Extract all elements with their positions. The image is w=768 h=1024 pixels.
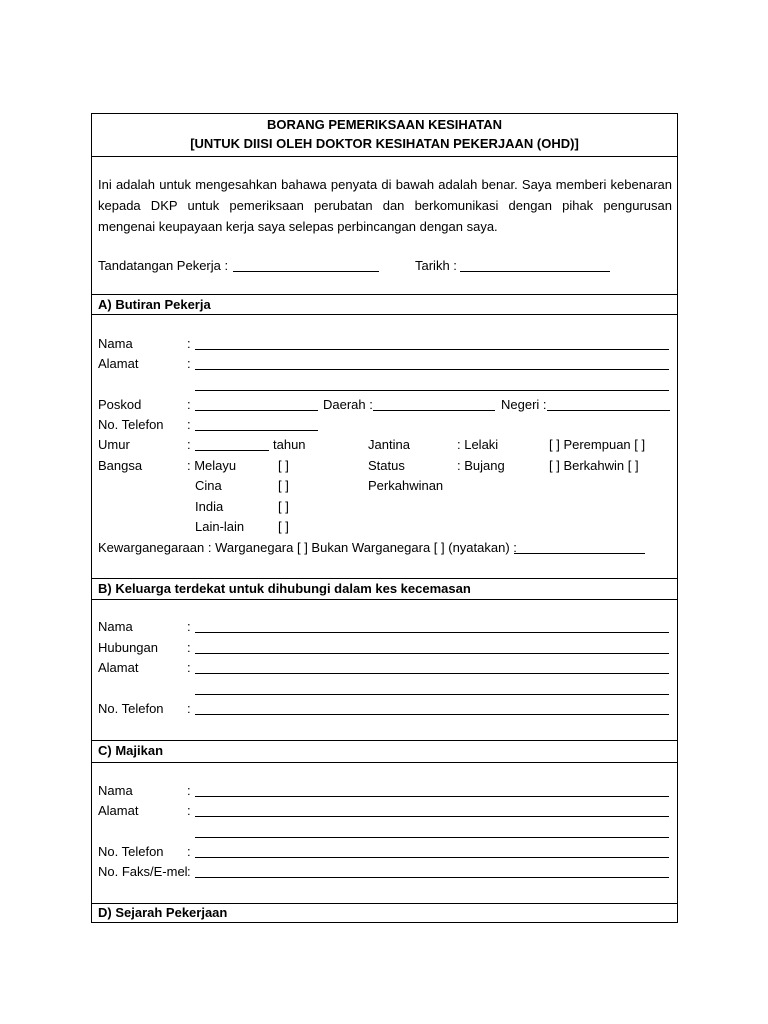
label-alamat: Alamat <box>98 660 139 675</box>
label-telefon: No. Telefon <box>98 417 164 432</box>
label-nama: Nama <box>98 336 133 351</box>
label-kewarganegaraan: Kewarganegaraan : Warganegara [ ] Bukan Warganegara [ ] (nyatakan) : <box>98 540 517 555</box>
kin-alamat-field[interactable] <box>195 673 669 674</box>
divider <box>92 599 677 600</box>
kin-nama-field[interactable] <box>195 632 669 633</box>
date-field[interactable] <box>460 271 610 272</box>
kin-alamat-field-2[interactable] <box>195 694 669 695</box>
nama-field[interactable] <box>195 349 669 350</box>
alamat-field-2[interactable] <box>195 390 669 391</box>
checkbox-lain-lain[interactable]: [ ] <box>278 519 289 534</box>
form-subtitle: [UNTUK DIISI OLEH DOKTOR KESIHATAN PEKERJAAN (OHD)] <box>190 136 579 151</box>
colon: : <box>187 397 191 412</box>
option-lain-lain: Lain-lain <box>195 519 245 534</box>
signature-label: Tandatangan Pekerja : <box>98 258 229 273</box>
colon: : <box>187 437 191 452</box>
colon: : <box>187 803 191 818</box>
section-a-heading: A) Butiran Pekerja <box>98 297 211 312</box>
checkbox-india[interactable]: [ ] <box>278 499 289 514</box>
colon: : <box>187 701 191 716</box>
date-label: Tarikh : <box>415 258 457 273</box>
divider <box>92 314 677 315</box>
colon: : <box>187 844 191 859</box>
label-nama: Nama <box>98 619 133 634</box>
option-melayu: : Melayu <box>187 458 237 473</box>
divider <box>92 740 677 741</box>
checkbox-cina[interactable]: [ ] <box>278 478 289 493</box>
checkbox-melayu[interactable]: [ ] <box>278 458 289 473</box>
label-hubungan: Hubungan <box>98 640 158 655</box>
label-umur: Umur <box>98 437 130 452</box>
negeri-field[interactable] <box>547 410 670 411</box>
option-bujang: : Bujang <box>457 458 505 473</box>
option-lelaki: : Lelaki <box>457 437 499 452</box>
colon: : <box>187 640 191 655</box>
label-nama: Nama <box>98 783 133 798</box>
colon: : <box>187 783 191 798</box>
consent-text: Ini adalah untuk mengesahkan bahawa penyata di bawah adalah benar. Saya memberi kebenaran kepada DKP untuk pemeriksaan perubatan dan berkomunikasi dengan pihak pengurusan mengenai keupayaan kerja saya selepas perbincangan dengan saya. <box>98 177 672 234</box>
label-daerah: Daerah : <box>323 397 373 412</box>
majikan-faks-field[interactable] <box>195 877 669 878</box>
signature-field[interactable] <box>233 271 379 272</box>
label-negeri: Negeri : <box>501 397 547 412</box>
divider <box>92 762 677 763</box>
majikan-alamat-field[interactable] <box>195 816 669 817</box>
section-b-heading: B) Keluarga terdekat untuk dihubungi dalam kes kecemasan <box>98 581 471 596</box>
label-status: Status <box>368 458 405 473</box>
poskod-field[interactable] <box>195 410 318 411</box>
section-c-heading: C) Majikan <box>98 743 164 758</box>
alamat-field[interactable] <box>195 369 669 370</box>
umur-field[interactable] <box>195 450 269 451</box>
kin-telefon-field[interactable] <box>195 714 669 715</box>
checkbox-bujang-berkahwin[interactable]: [ ] Berkahwin [ ] <box>549 458 639 473</box>
kin-hubungan-field[interactable] <box>195 653 669 654</box>
option-india: India <box>195 499 224 514</box>
majikan-alamat-field-2[interactable] <box>195 837 669 838</box>
divider <box>92 156 677 157</box>
colon: : <box>187 356 191 371</box>
checkbox-lelaki-perempuan[interactable]: [ ] Perempuan [ ] <box>549 437 646 452</box>
label-telefon: No. Telefon <box>98 844 164 859</box>
colon: : <box>187 619 191 634</box>
label-jantina: Jantina <box>368 437 410 452</box>
kewarganegaraan-field[interactable] <box>514 553 645 554</box>
form-frame <box>91 113 678 923</box>
option-cina: Cina <box>195 478 222 493</box>
colon: : <box>187 336 191 351</box>
label-alamat: Alamat <box>98 356 139 371</box>
majikan-telefon-field[interactable] <box>195 857 669 858</box>
divider <box>92 294 677 295</box>
label-alamat: Alamat <box>98 803 139 818</box>
label-bangsa: Bangsa <box>98 458 143 473</box>
divider <box>92 903 677 904</box>
label-telefon: No. Telefon <box>98 701 164 716</box>
colon: : <box>187 660 191 675</box>
daerah-field[interactable] <box>373 410 495 411</box>
label-faks: No. Faks/E-mel <box>98 864 188 879</box>
telefon-field[interactable] <box>195 430 318 431</box>
majikan-nama-field[interactable] <box>195 796 669 797</box>
form-title: BORANG PEMERIKSAAN KESIHATAN <box>267 117 502 132</box>
section-d-heading: D) Sejarah Pekerjaan <box>98 905 228 920</box>
label-poskod: Poskod <box>98 397 142 412</box>
divider <box>92 578 677 579</box>
colon: : <box>187 417 191 432</box>
label-perkahwinan: Perkahwinan <box>368 478 444 493</box>
colon: : <box>187 864 191 879</box>
label-tahun: tahun <box>273 437 306 452</box>
